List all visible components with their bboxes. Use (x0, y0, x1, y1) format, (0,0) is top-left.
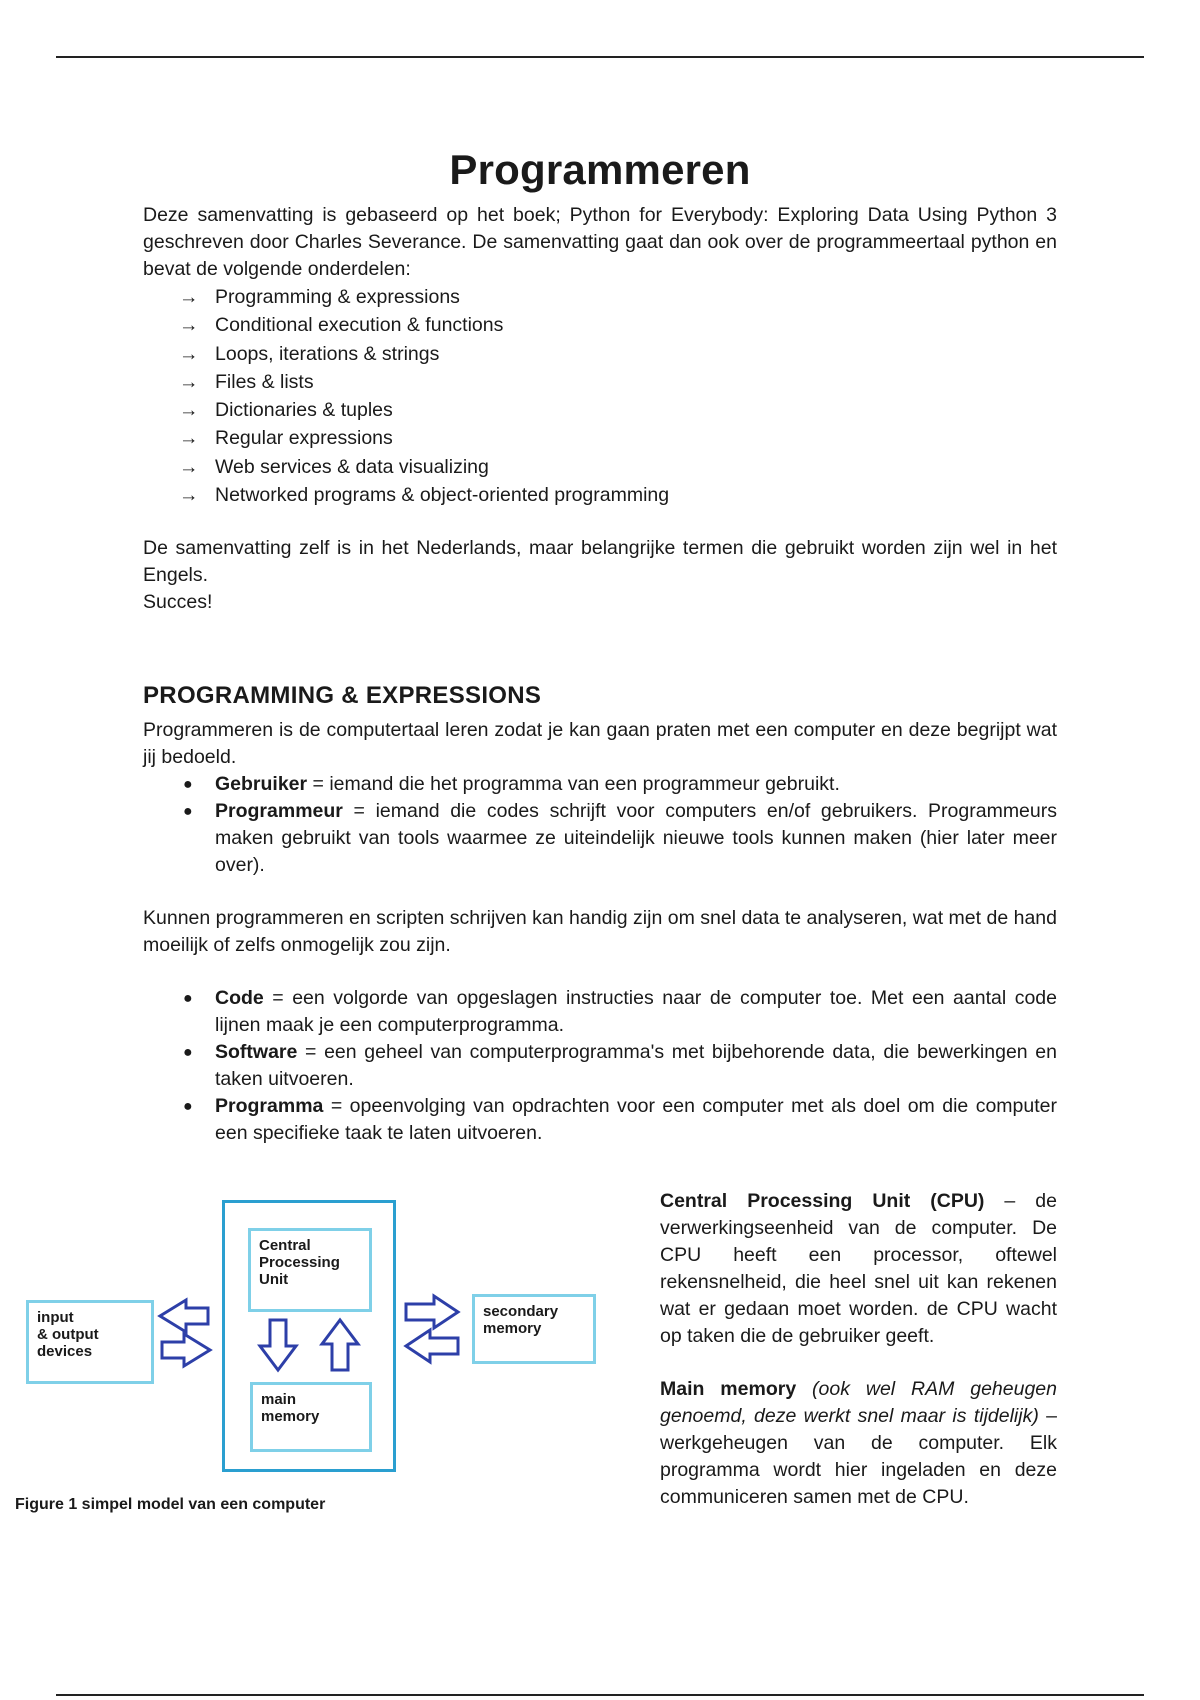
arrow-right-icon: → (179, 427, 199, 450)
bullet-icon: ● (183, 1098, 193, 1115)
closing-text: Succes! (143, 591, 213, 614)
top-rule (56, 56, 1144, 58)
intro-paragraph: Deze samenvatting is gebaseerd op het boek; Python for Everybody: Exploring Data Using Python 3 geschreven door Charles Severance. De samenvatting gaat dan ook over de programmeertaal python en bevat de volgende onderdelen: (143, 204, 1057, 280)
arrow-right-icon: → (179, 342, 199, 365)
section-paragraph-2: Kunnen programmeren en scripten schrijven kan handig zijn om snel data te analyseren, wat met de hand moeilijk of zelfs onmogelijk zou zijn. (143, 907, 1057, 956)
arrow-up-icon (322, 1320, 358, 1370)
arrow-down-icon (260, 1320, 296, 1370)
list-item: ● Programmeur = iemand die codes schrijft voor computers en/of gebruikers. Programmeurs maken gebruikt van tools waarmee ze uiteindelijk nieuwe tools kunnen maken (hier later meer over). (183, 800, 1057, 876)
list-item: ● Code = een volgorde van opgeslagen instructies naar de computer toe. Met een aantal code lijnen maak je een computerprogramma. (183, 987, 1057, 1036)
list-item: → Regular expressions (179, 424, 1057, 452)
list-item: → Networked programs & object-oriented programming (179, 481, 1057, 509)
definition-list-1 (143, 771, 1057, 879)
diagram-arrows (16, 1180, 616, 1500)
arrow-right-icon: → (179, 484, 199, 507)
arrow-right-icon: → (179, 286, 199, 308)
topic-list (143, 283, 1057, 509)
memory-description: Main memory (ook wel RAM geheugen genoemd, deze werkt snel maar is tijdelijk) – werkgeheugen van de computer. Elk programma wordt hier ingeladen en deze communiceren samen met de CPU. (660, 1378, 1058, 1508)
arrow-left-icon (160, 1300, 208, 1332)
list-item: → Conditional execution & functions (179, 311, 1057, 339)
list-item: ● Software = een geheel van computerprogramma's met bijbehorende data, die bewerkingen en taken uitvoeren. (183, 1041, 1057, 1090)
right-column (660, 1188, 1057, 1511)
bullet-icon: ● (183, 1044, 193, 1061)
bullet-icon: ● (183, 803, 193, 820)
section-heading: PROGRAMMING & EXPRESSIONS (143, 682, 542, 709)
page-title: Programmeren (449, 146, 751, 193)
note-paragraph: De samenvatting zelf is in het Nederlands, maar belangrijke termen die gebruikt worden zijn wel in het Engels. (143, 537, 1057, 587)
bullet-icon: ● (183, 990, 193, 1007)
arrow-right-icon: → (179, 399, 199, 422)
list-item: → Programming & expressions (179, 283, 1057, 311)
secondary-memory-box: secondary memory (472, 1294, 596, 1364)
bullet-icon: ● (183, 776, 193, 793)
bottom-rule (56, 1694, 1144, 1696)
figure-caption: Figure 1 simpel model van een computer (15, 1496, 326, 1513)
computer-model-diagram (16, 1180, 616, 1500)
arrow-right-icon (406, 1296, 458, 1328)
cpu-box: Central Processing Unit (248, 1228, 372, 1312)
intro-block (143, 202, 1057, 616)
list-item: → Web services & data visualizing (179, 453, 1057, 481)
list-item: → Dictionaries & tuples (179, 396, 1057, 424)
main-memory-box: main memory (250, 1382, 372, 1452)
arrow-right-icon: → (179, 455, 199, 478)
arrow-left-icon (406, 1330, 458, 1362)
list-item: ● Programma = opeenvolging van opdrachten voor een computer met als doel om die computer een specifieke taak te laten uitvoeren. (183, 1095, 1057, 1144)
list-item: → Loops, iterations & strings (179, 340, 1057, 368)
io-devices-box: input & output devices (26, 1300, 154, 1384)
list-item: ● Gebruiker = iemand die het programma van een programmeur gebruikt. (179, 771, 1057, 798)
arrow-right-icon (162, 1334, 210, 1366)
section-programming (143, 682, 1057, 1147)
definition-list-2 (143, 985, 1057, 1147)
arrow-right-icon: → (179, 370, 199, 393)
cpu-description: Central Processing Unit (CPU) – de verwerkingseenheid van de computer. De CPU heeft een processor, oftewel rekensnelheid, die heel snel uit kan rekenen wat er gedaan moet worden. de CPU wacht op taken die de gebruiker geeft. (660, 1190, 1057, 1347)
arrow-right-icon: → (179, 314, 199, 337)
list-item: → Files & lists (179, 368, 1057, 396)
section-intro: Programmeren is de computertaal leren zodat je kan gaan praten met een computer en deze begrijpt wat jij bedoeld. (143, 719, 1057, 768)
